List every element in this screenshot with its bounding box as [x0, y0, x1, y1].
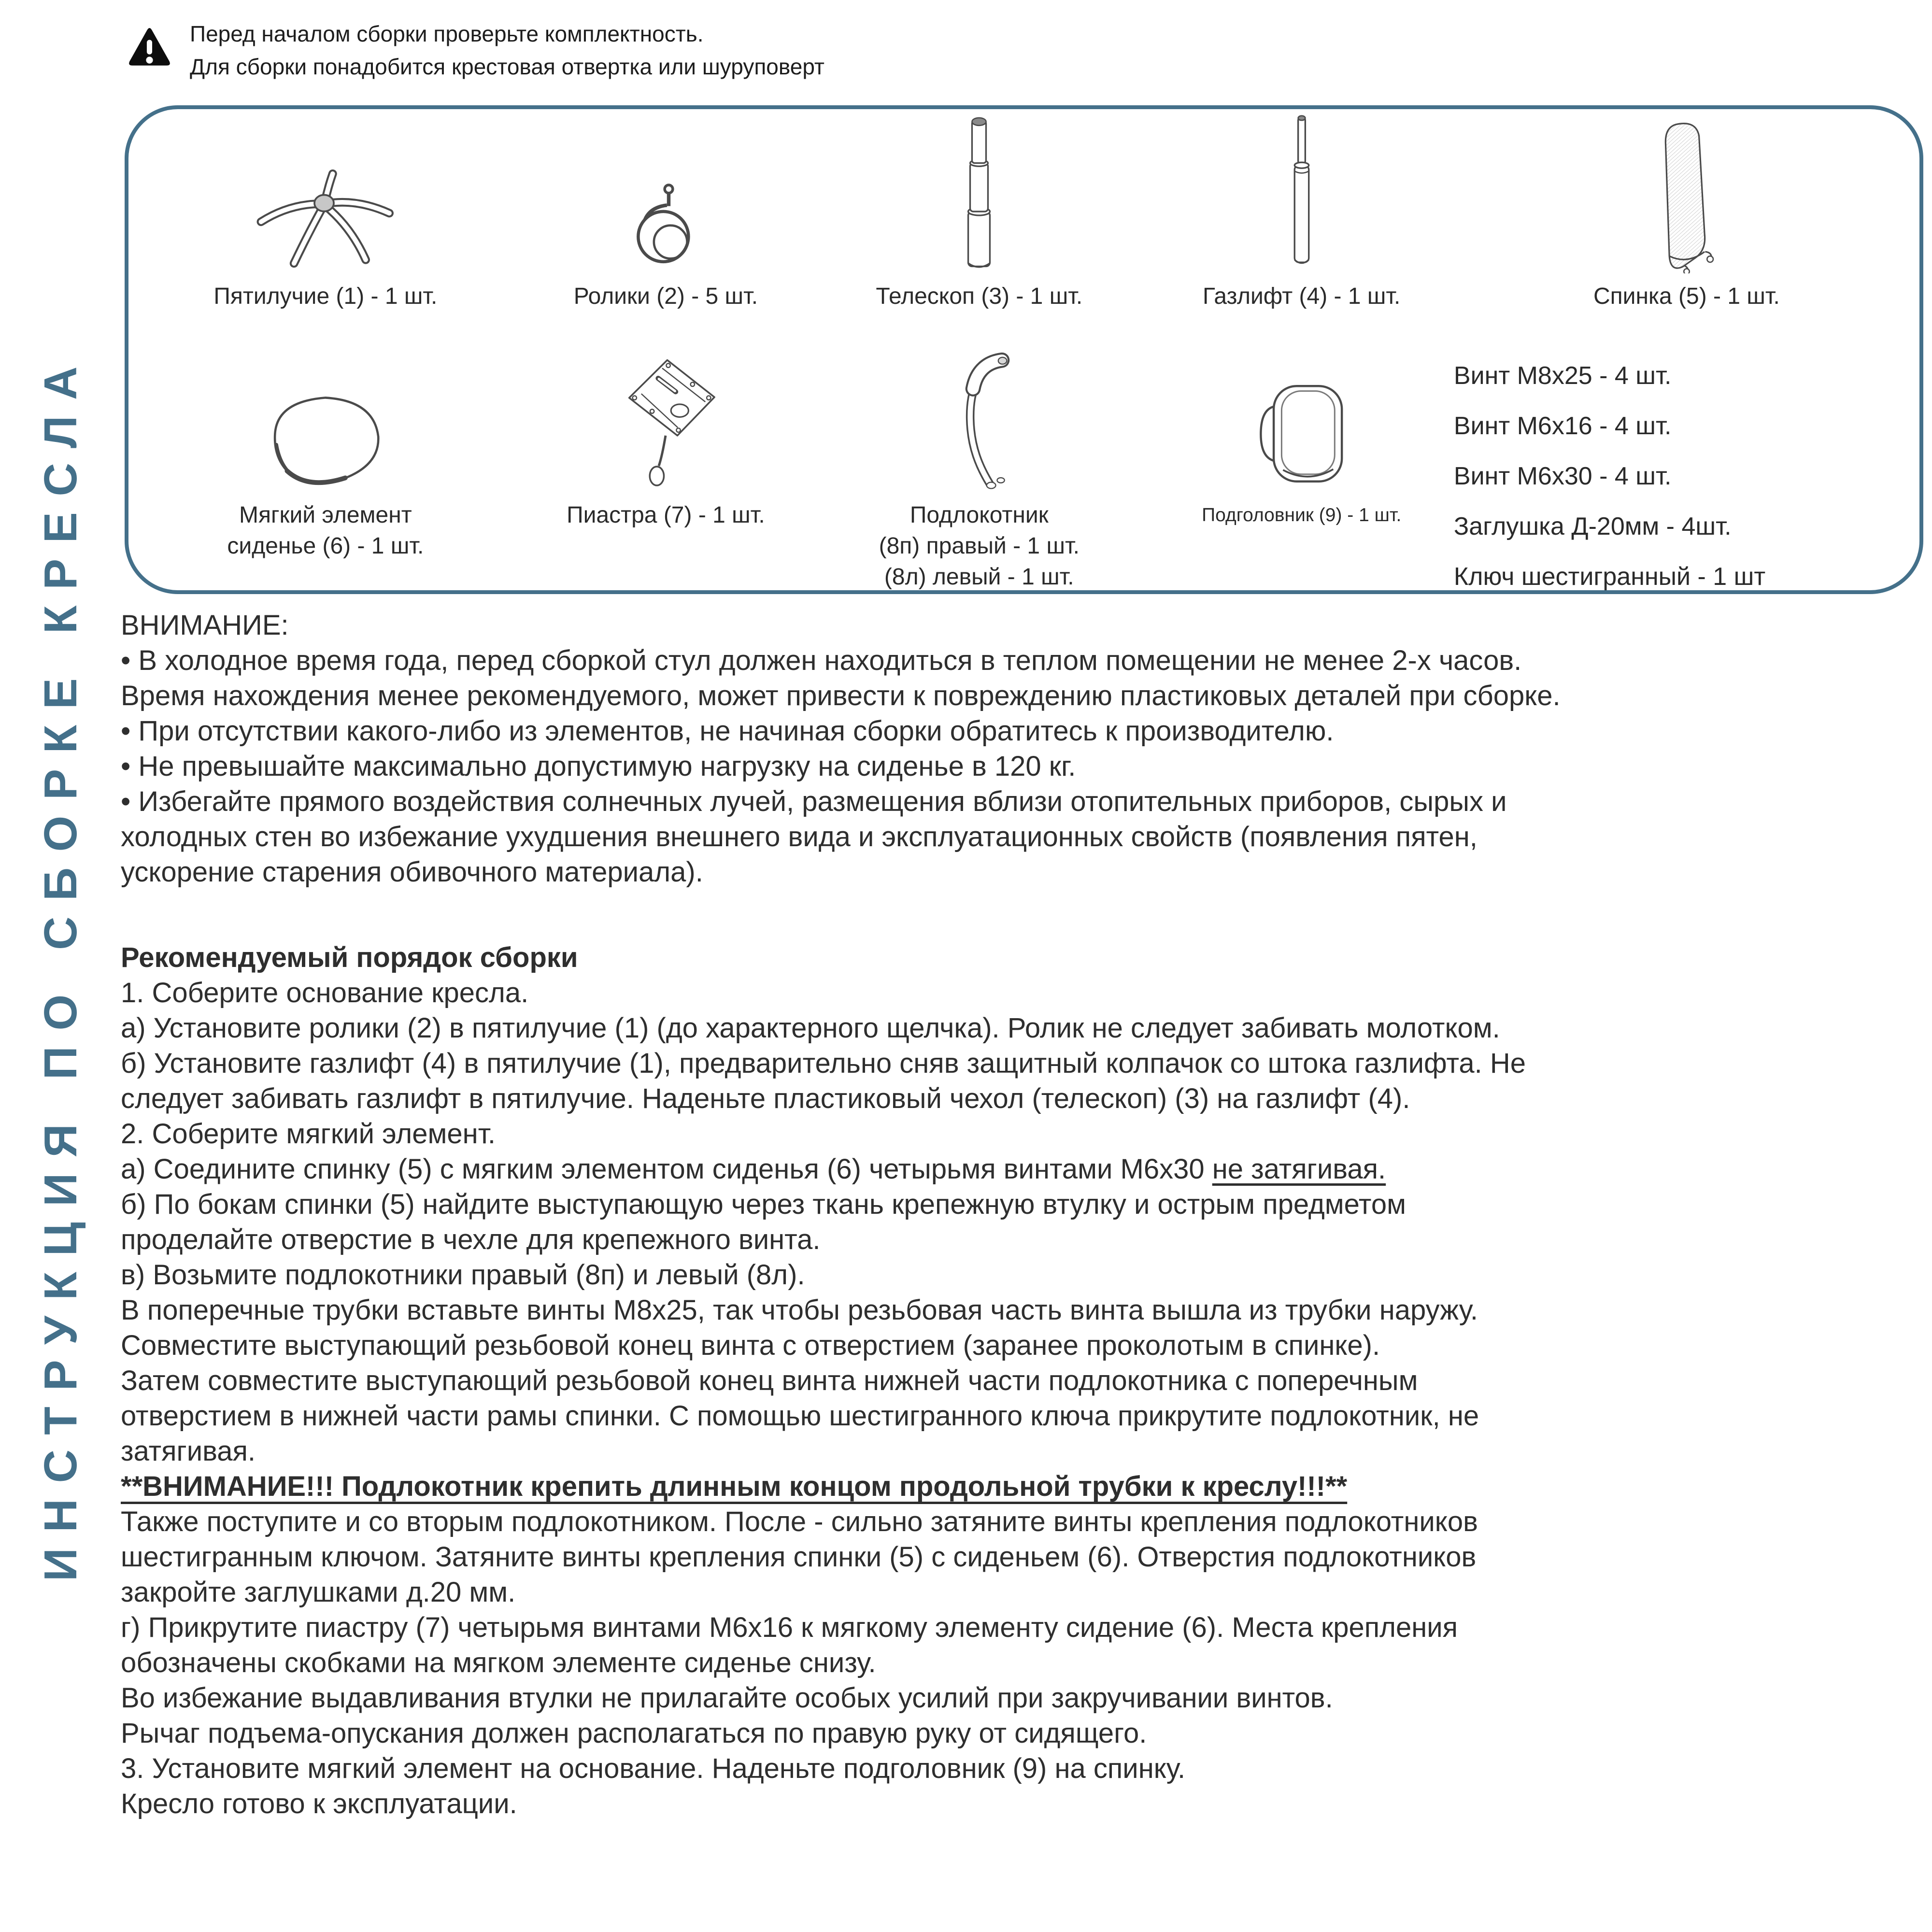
part-label: Спинка (5) - 1 шт.: [1593, 284, 1780, 309]
parts-row-2: [128, 330, 1919, 612]
assembly-line: следует забивать газлифт в пятилучие. Наденьте пластиковый чехол (телескоп) (3) на газлифт (4).: [121, 1083, 1410, 1114]
attention-line: Время нахождения менее рекомендуемого, может привести к повреждению пластиковых деталей при сборке.: [121, 680, 1561, 711]
header-warning-line1: Перед началом сборки проверьте комплектность.: [190, 21, 704, 46]
caster-icon: [629, 114, 702, 273]
part-label: Телескоп (3) - 1 шт.: [876, 284, 1083, 309]
gas-lift-icon: [1273, 114, 1331, 273]
part-label: Пятилучие (1) - 1 шт.: [213, 284, 438, 309]
part-label-line3: (8л) левый - 1 шт.: [884, 564, 1074, 590]
part-telescope: [809, 114, 1150, 312]
part-piastra: [523, 330, 809, 612]
hardware-item: Заглушка Д-20мм - 4шт.: [1453, 512, 1732, 540]
assembly-warning-line: [121, 1469, 1922, 1504]
part-label: Подголовник (9) - 1 шт.: [1202, 505, 1402, 526]
assembly-line: Во избежание выдавливания втулки не прилагайте особых усилий при закручивании винтов.: [121, 1682, 1333, 1714]
assembly-line: Затем совместите выступающий резьбовой конец винта нижней части подлокотника с поперечным: [121, 1365, 1418, 1396]
hardware-item: Винт М6х16 - 4 шт.: [1453, 412, 1672, 440]
armrest-icon: [923, 330, 1036, 492]
assembly-line: В поперечные трубки вставьте винты М8х25, так чтобы резьбовая часть винта вышла из трубки наружу.: [121, 1294, 1478, 1326]
header-warning-line2: Для сборки понадобится крестовая отвертка или шуруповерт: [190, 54, 824, 79]
part-label-line1: Мягкий элемент: [239, 502, 412, 528]
assembly-lines-part1: [121, 975, 1922, 1151]
attention-line: • При отсутствии какого-либо из элементов, не начиная сборки обратитесь к производителю.: [121, 715, 1334, 747]
attention-line: • В холодное время года, перед сборкой стул должен находиться в теплом помещении не менее 2-х часов.: [121, 645, 1522, 676]
part-label-line2: сиденье (6) - 1 шт.: [227, 533, 424, 559]
attention-line: • Не превышайте максимально допустимую нагрузку на сиденье в 120 кг.: [121, 751, 1076, 782]
assembly-line: Рычаг подъема-опускания должен располагаться по правую руку от сидящего.: [121, 1718, 1147, 1749]
assembly-line-m6x30-underlined: не затягивая.: [1212, 1153, 1386, 1185]
assembly-lines-part2: [121, 1187, 1922, 1469]
part-label: Ролики (2) - 5 шт.: [573, 284, 758, 309]
attention-line: холодных стен во избежание ухудшения внешнего вида и эксплуатационных свойств (появления пятен,: [121, 821, 1477, 852]
hardware-item: Винт М8х25 - 4 шт.: [1453, 362, 1672, 390]
parts-kit-box: [125, 105, 1923, 594]
assembly-line: 2. Соберите мягкий элемент.: [121, 1118, 496, 1150]
assembly-lines-part3: [121, 1504, 1922, 1821]
part-label: [879, 500, 1080, 593]
assembly-line: закройте заглушками д.20 мм.: [121, 1577, 516, 1608]
parts-row-1: [128, 114, 1919, 312]
assembly-warning-text: **ВНИМАНИЕ!!! Подлокотник крепить длинным концом продольной трубки к креслу!!!**: [121, 1471, 1348, 1502]
headrest-icon: [1232, 330, 1372, 492]
assembly-line-m6x30-prefix: а) Соедините спинку (5) с мягким элементом сиденья (6) четырьмя винтами М6х30: [121, 1153, 1212, 1185]
part-headrest: [1150, 330, 1454, 612]
part-backrest: [1454, 114, 1919, 312]
part-caster: [523, 114, 809, 312]
part-label-line2: (8п) правый - 1 шт.: [879, 533, 1080, 559]
header-warning-text: [190, 17, 824, 83]
part-armrest: [809, 330, 1150, 612]
assembly-line: проделайте отверстие в чехле для крепежного винта.: [121, 1224, 821, 1255]
attention-line: • Избегайте прямого воздействия солнечных лучей, размещения вблизи отопительных приборов, сырых и: [121, 786, 1507, 817]
hardware-item: Ключ шестигранный - 1 шт: [1453, 563, 1766, 591]
assembly-line-m6x30: [121, 1151, 1922, 1187]
piastra-icon: [593, 330, 738, 492]
vertical-page-title: [23, 328, 98, 1604]
telescope-icon: [950, 114, 1008, 273]
assembly-line: затягивая.: [121, 1435, 256, 1467]
assembly-line: обозначены скобками на мягком элементе сиденье снизу.: [121, 1647, 876, 1678]
page-title: ИНСТРУКЦИЯ ПО СБОРКЕ КРЕСЛА: [34, 350, 86, 1581]
attention-list: [121, 643, 1922, 890]
header-warning: [127, 17, 824, 83]
seat-icon: [231, 330, 420, 492]
assembly-line: шестигранным ключом. Затяните винты крепления спинки (5) с сиденьем (6). Отверстия подлокотников: [121, 1541, 1477, 1573]
part-label-line1: Подлокотник: [909, 502, 1049, 528]
assembly-line: Кресло готово к эксплуатации.: [121, 1788, 517, 1819]
part-seat: [128, 330, 523, 612]
attention-title: ВНИМАНИЕ:: [121, 610, 289, 641]
assembly-line: отверстием в нижней части рамы спинки. С помощью шестигранного ключа прикрутите подлокотник, не: [121, 1400, 1479, 1432]
assembly-line: в) Возьмите подлокотники правый (8п) и левый (8л).: [121, 1259, 805, 1291]
part-five-star-base: [128, 114, 523, 312]
five-star-base-icon: [219, 114, 432, 273]
part-gas-lift: [1150, 114, 1454, 312]
assembly-line: б) По бокам спинки (5) найдите выступающую через ткань крепежную втулку и острым предметом: [121, 1189, 1406, 1220]
part-label: Газлифт (4) - 1 шт.: [1203, 284, 1401, 309]
hardware-list: [1454, 330, 1919, 612]
assembly-section-title: Рекомендуемый порядок сборки: [121, 942, 578, 973]
warning-triangle-icon: [127, 24, 172, 69]
backrest-icon: [1629, 114, 1745, 273]
part-label: [227, 500, 424, 562]
part-label: Пиастра (7) - 1 шт.: [567, 502, 765, 528]
hardware-item: Винт М6х30 - 4 шт.: [1453, 462, 1672, 490]
assembly-line: 1. Соберите основание кресла.: [121, 977, 529, 1009]
assembly-line: Совместите выступающий резьбовой конец винта с отверстием (заранее проколотым в спинке).: [121, 1330, 1380, 1361]
assembly-line: г) Прикрутите пиастру (7) четырьмя винтами М6х16 к мягкому элементу сидение (6). Места крепления: [121, 1612, 1458, 1643]
attention-line: ускорение старения обивочного материала).: [121, 856, 703, 888]
assembly-line: б) Установите газлифт (4) в пятилучие (1), предварительно сняв защитный колпачок со штока газлифта. Не: [121, 1048, 1526, 1079]
assembly-line: а) Установите ролики (2) в пятилучие (1) (до характерного щелчка). Ролик не следует забивать молотком.: [121, 1012, 1500, 1044]
assembly-line: Также поступите и со вторым подлокотником. После - сильно затяните винты крепления подлокотников: [121, 1506, 1478, 1537]
instructions-text: [121, 608, 1922, 1821]
assembly-line: 3. Установите мягкий элемент на основание. Наденьте подголовник (9) на спинку.: [121, 1753, 1186, 1784]
